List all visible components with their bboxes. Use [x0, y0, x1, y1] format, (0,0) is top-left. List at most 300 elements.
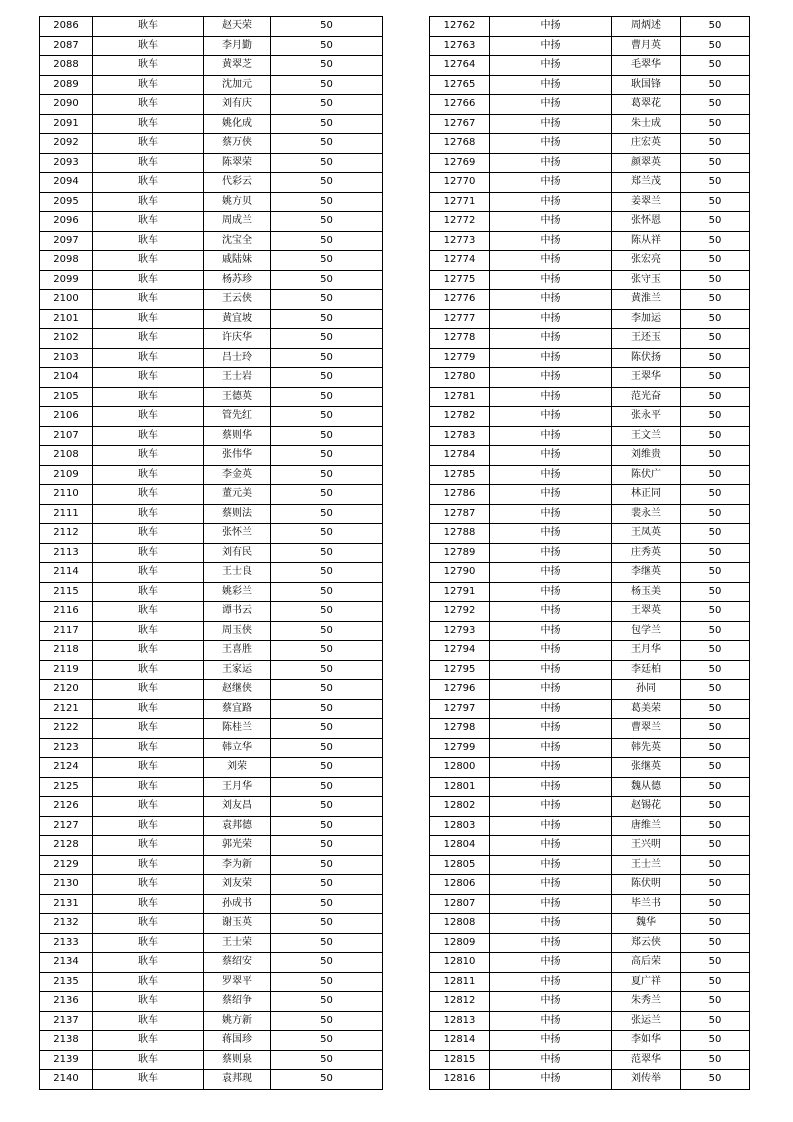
- cell-town: 中扬: [490, 524, 612, 544]
- cell-amount: 50: [681, 368, 750, 388]
- cell-town: 中扬: [490, 602, 612, 622]
- table-row: [40, 602, 383, 622]
- cell-number: 12809: [430, 933, 490, 953]
- cell-number: 2096: [40, 212, 93, 232]
- cell-name: 葛翠花: [612, 95, 681, 115]
- cell-number: 2119: [40, 660, 93, 680]
- cell-town: 耿车: [93, 582, 204, 602]
- cell-amount: 50: [681, 543, 750, 563]
- cell-name: 范光奋: [612, 387, 681, 407]
- cell-amount: 50: [681, 524, 750, 544]
- cell-number: 2128: [40, 836, 93, 856]
- table-row: [430, 56, 750, 76]
- table-row: [40, 192, 383, 212]
- cell-town: 中扬: [490, 777, 612, 797]
- cell-town: 中扬: [490, 563, 612, 583]
- cell-name: 刘友荣: [204, 875, 271, 895]
- table-row: [430, 114, 750, 134]
- cell-name: 林正同: [612, 485, 681, 505]
- cell-name: 张怀兰: [204, 524, 271, 544]
- cell-number: 12765: [430, 75, 490, 95]
- cell-amount: 50: [271, 953, 383, 973]
- cell-name: 沈宝全: [204, 231, 271, 251]
- cell-number: 2105: [40, 387, 93, 407]
- cell-amount: 50: [681, 114, 750, 134]
- cell-name: 黄翠芝: [204, 56, 271, 76]
- cell-number: 2100: [40, 290, 93, 310]
- cell-name: 王兴明: [612, 836, 681, 856]
- cell-number: 12805: [430, 855, 490, 875]
- cell-town: 耿车: [93, 153, 204, 173]
- cell-town: 耿车: [93, 875, 204, 895]
- cell-town: 耿车: [93, 1031, 204, 1051]
- cell-amount: 50: [271, 95, 383, 115]
- cell-town: 耿车: [93, 992, 204, 1012]
- cell-town: 中扬: [490, 855, 612, 875]
- cell-amount: 50: [271, 153, 383, 173]
- cell-town: 中扬: [490, 368, 612, 388]
- cell-number: 12776: [430, 290, 490, 310]
- cell-town: 耿车: [93, 329, 204, 349]
- cell-town: 耿车: [93, 660, 204, 680]
- cell-amount: 50: [271, 465, 383, 485]
- cell-town: 中扬: [490, 914, 612, 934]
- table-row: [430, 465, 750, 485]
- cell-amount: 50: [271, 602, 383, 622]
- table-row: [430, 914, 750, 934]
- cell-amount: 50: [681, 134, 750, 154]
- cell-number: 2127: [40, 816, 93, 836]
- cell-name: 孙同: [612, 680, 681, 700]
- cell-number: 2095: [40, 192, 93, 212]
- cell-name: 黄淮兰: [612, 290, 681, 310]
- cell-name: 吕士玲: [204, 348, 271, 368]
- table-row: [40, 1011, 383, 1031]
- table-row: [430, 738, 750, 758]
- table-row: [430, 836, 750, 856]
- table-row: [430, 992, 750, 1012]
- cell-number: 2101: [40, 309, 93, 329]
- cell-amount: 50: [271, 563, 383, 583]
- cell-town: 中扬: [490, 719, 612, 739]
- cell-number: 2104: [40, 368, 93, 388]
- cell-amount: 50: [271, 407, 383, 427]
- cell-town: 中扬: [490, 17, 612, 37]
- cell-number: 12798: [430, 719, 490, 739]
- cell-number: 12770: [430, 173, 490, 193]
- table-row: [430, 290, 750, 310]
- table-row: [430, 173, 750, 193]
- left-table: [39, 16, 383, 1090]
- table-row: [430, 36, 750, 56]
- cell-number: 12779: [430, 348, 490, 368]
- cell-name: 裴永兰: [612, 504, 681, 524]
- cell-amount: 50: [271, 134, 383, 154]
- table-row: [40, 251, 383, 271]
- cell-number: 2107: [40, 426, 93, 446]
- cell-amount: 50: [271, 875, 383, 895]
- cell-amount: 50: [681, 407, 750, 427]
- cell-town: 耿车: [93, 524, 204, 544]
- cell-town: 耿车: [93, 231, 204, 251]
- cell-number: 2126: [40, 797, 93, 817]
- cell-number: 2106: [40, 407, 93, 427]
- cell-number: 2131: [40, 894, 93, 914]
- table-row: [40, 543, 383, 563]
- cell-name: 陈翠荣: [204, 153, 271, 173]
- cell-town: 耿车: [93, 17, 204, 37]
- cell-name: 李金英: [204, 465, 271, 485]
- cell-amount: 50: [681, 855, 750, 875]
- cell-number: 2099: [40, 270, 93, 290]
- table-row: [430, 758, 750, 778]
- table-row: [40, 153, 383, 173]
- cell-number: 12767: [430, 114, 490, 134]
- cell-number: 12792: [430, 602, 490, 622]
- cell-amount: 50: [681, 719, 750, 739]
- cell-name: 蔡绍争: [204, 992, 271, 1012]
- cell-name: 陈伏明: [612, 875, 681, 895]
- table-row: [430, 894, 750, 914]
- table-row: [40, 504, 383, 524]
- cell-amount: 50: [271, 192, 383, 212]
- cell-town: 中扬: [490, 582, 612, 602]
- cell-amount: 50: [681, 660, 750, 680]
- cell-number: 2117: [40, 621, 93, 641]
- cell-name: 王翠英: [612, 602, 681, 622]
- cell-town: 中扬: [490, 1070, 612, 1090]
- table-row: [40, 914, 383, 934]
- cell-name: 王家运: [204, 660, 271, 680]
- table-row: [430, 407, 750, 427]
- cell-number: 12816: [430, 1070, 490, 1090]
- table-row: [40, 446, 383, 466]
- cell-amount: 50: [271, 231, 383, 251]
- table-row: [40, 660, 383, 680]
- cell-number: 2129: [40, 855, 93, 875]
- cell-number: 12786: [430, 485, 490, 505]
- table-row: [430, 17, 750, 37]
- cell-amount: 50: [271, 173, 383, 193]
- cell-amount: 50: [271, 329, 383, 349]
- cell-number: 2113: [40, 543, 93, 563]
- cell-amount: 50: [271, 1011, 383, 1031]
- cell-amount: 50: [681, 1050, 750, 1070]
- cell-town: 中扬: [490, 836, 612, 856]
- cell-amount: 50: [271, 485, 383, 505]
- cell-number: 2137: [40, 1011, 93, 1031]
- table-row: [40, 992, 383, 1012]
- cell-number: 12783: [430, 426, 490, 446]
- cell-name: 魏从德: [612, 777, 681, 797]
- cell-number: 2111: [40, 504, 93, 524]
- cell-name: 黄宜坡: [204, 309, 271, 329]
- cell-town: 中扬: [490, 1011, 612, 1031]
- table-row: [40, 680, 383, 700]
- table-row: [40, 407, 383, 427]
- cell-name: 朱秀兰: [612, 992, 681, 1012]
- cell-name: 李如华: [612, 1031, 681, 1051]
- cell-town: 耿车: [93, 836, 204, 856]
- cell-town: 中扬: [490, 738, 612, 758]
- cell-amount: 50: [681, 836, 750, 856]
- cell-number: 12794: [430, 641, 490, 661]
- table-row: [40, 56, 383, 76]
- cell-town: 耿车: [93, 348, 204, 368]
- table-row: [40, 524, 383, 544]
- cell-name: 张继英: [612, 758, 681, 778]
- cell-number: 2135: [40, 972, 93, 992]
- cell-number: 2138: [40, 1031, 93, 1051]
- cell-number: 2093: [40, 153, 93, 173]
- table-row: [430, 816, 750, 836]
- cell-town: 耿车: [93, 465, 204, 485]
- cell-amount: 50: [681, 192, 750, 212]
- table-row: [430, 368, 750, 388]
- cell-amount: 50: [681, 212, 750, 232]
- cell-name: 蔡绍安: [204, 953, 271, 973]
- table-row: [430, 212, 750, 232]
- table-row: [40, 1070, 383, 1090]
- cell-number: 2102: [40, 329, 93, 349]
- cell-number: 2110: [40, 485, 93, 505]
- cell-amount: 50: [681, 309, 750, 329]
- cell-number: 2103: [40, 348, 93, 368]
- cell-name: 周玉侠: [204, 621, 271, 641]
- cell-name: 刘有民: [204, 543, 271, 563]
- cell-town: 耿车: [93, 270, 204, 290]
- cell-number: 12784: [430, 446, 490, 466]
- cell-town: 中扬: [490, 192, 612, 212]
- cell-amount: 50: [271, 387, 383, 407]
- cell-amount: 50: [681, 1031, 750, 1051]
- cell-amount: 50: [271, 426, 383, 446]
- cell-number: 12766: [430, 95, 490, 115]
- cell-town: 耿车: [93, 212, 204, 232]
- cell-name: 韩立华: [204, 738, 271, 758]
- cell-town: 耿车: [93, 192, 204, 212]
- cell-town: 耿车: [93, 699, 204, 719]
- cell-name: 李为新: [204, 855, 271, 875]
- cell-number: 12788: [430, 524, 490, 544]
- cell-amount: 50: [271, 836, 383, 856]
- cell-town: 中扬: [490, 758, 612, 778]
- cell-amount: 50: [271, 933, 383, 953]
- table-row: [430, 231, 750, 251]
- cell-amount: 50: [271, 212, 383, 232]
- cell-name: 王云侠: [204, 290, 271, 310]
- cell-name: 陈桂兰: [204, 719, 271, 739]
- cell-town: 耿车: [93, 894, 204, 914]
- table-row: [40, 387, 383, 407]
- cell-name: 韩先英: [612, 738, 681, 758]
- cell-name: 张守玉: [612, 270, 681, 290]
- cell-name: 王还玉: [612, 329, 681, 349]
- table-row: [40, 173, 383, 193]
- cell-town: 耿车: [93, 855, 204, 875]
- cell-name: 王士良: [204, 563, 271, 583]
- cell-town: 中扬: [490, 134, 612, 154]
- cell-name: 周炳述: [612, 17, 681, 37]
- cell-amount: 50: [271, 114, 383, 134]
- cell-amount: 50: [271, 816, 383, 836]
- cell-number: 2121: [40, 699, 93, 719]
- table-row: [430, 972, 750, 992]
- cell-name: 姚化成: [204, 114, 271, 134]
- cell-number: 12800: [430, 758, 490, 778]
- cell-name: 郑兰茂: [612, 173, 681, 193]
- cell-amount: 50: [271, 1070, 383, 1090]
- cell-name: 刘传举: [612, 1070, 681, 1090]
- table-row: [40, 738, 383, 758]
- cell-amount: 50: [271, 894, 383, 914]
- cell-name: 蔡则华: [204, 426, 271, 446]
- cell-number: 12806: [430, 875, 490, 895]
- cell-town: 耿车: [93, 75, 204, 95]
- cell-town: 中扬: [490, 543, 612, 563]
- cell-number: 12795: [430, 660, 490, 680]
- cell-amount: 50: [271, 1031, 383, 1051]
- cell-town: 中扬: [490, 56, 612, 76]
- cell-town: 耿车: [93, 758, 204, 778]
- cell-name: 李加运: [612, 309, 681, 329]
- table-row: [430, 719, 750, 739]
- cell-name: 郭光荣: [204, 836, 271, 856]
- cell-amount: 50: [271, 777, 383, 797]
- cell-town: 耿车: [93, 953, 204, 973]
- table-row: [430, 543, 750, 563]
- table-row: [430, 387, 750, 407]
- cell-name: 张伟华: [204, 446, 271, 466]
- cell-number: 2140: [40, 1070, 93, 1090]
- cell-number: 2094: [40, 173, 93, 193]
- cell-name: 孙成书: [204, 894, 271, 914]
- cell-amount: 50: [681, 329, 750, 349]
- cell-name: 杨苏珍: [204, 270, 271, 290]
- cell-number: 2087: [40, 36, 93, 56]
- cell-number: 12781: [430, 387, 490, 407]
- cell-town: 中扬: [490, 251, 612, 271]
- cell-amount: 50: [271, 641, 383, 661]
- table-row: [430, 75, 750, 95]
- cell-amount: 50: [681, 387, 750, 407]
- cell-amount: 50: [271, 992, 383, 1012]
- table-row: [40, 582, 383, 602]
- cell-name: 刘友昌: [204, 797, 271, 817]
- cell-amount: 50: [271, 36, 383, 56]
- cell-name: 庄宏英: [612, 134, 681, 154]
- cell-amount: 50: [681, 446, 750, 466]
- cell-amount: 50: [681, 797, 750, 817]
- cell-amount: 50: [681, 1011, 750, 1031]
- cell-town: 耿车: [93, 1070, 204, 1090]
- cell-town: 中扬: [490, 407, 612, 427]
- cell-town: 耿车: [93, 543, 204, 563]
- table-row: [40, 114, 383, 134]
- table-row: [40, 621, 383, 641]
- cell-number: 2133: [40, 933, 93, 953]
- cell-amount: 50: [681, 777, 750, 797]
- cell-amount: 50: [271, 972, 383, 992]
- cell-name: 朱士成: [612, 114, 681, 134]
- cell-name: 魏华: [612, 914, 681, 934]
- cell-number: 2118: [40, 641, 93, 661]
- cell-amount: 50: [681, 75, 750, 95]
- table-row: [430, 1070, 750, 1090]
- table-row: [430, 660, 750, 680]
- cell-number: 2098: [40, 251, 93, 271]
- table-row: [40, 290, 383, 310]
- cell-town: 中扬: [490, 212, 612, 232]
- cell-number: 12775: [430, 270, 490, 290]
- table-row: [40, 1031, 383, 1051]
- right-table: [429, 16, 750, 1090]
- cell-amount: 50: [271, 797, 383, 817]
- cell-number: 2114: [40, 563, 93, 583]
- cell-number: 12782: [430, 407, 490, 427]
- table-row: [430, 329, 750, 349]
- cell-town: 中扬: [490, 660, 612, 680]
- cell-number: 2097: [40, 231, 93, 251]
- cell-name: 蔡则泉: [204, 1050, 271, 1070]
- cell-amount: 50: [681, 17, 750, 37]
- table-row: [40, 719, 383, 739]
- cell-amount: 50: [681, 153, 750, 173]
- cell-amount: 50: [681, 933, 750, 953]
- table-row: [430, 134, 750, 154]
- cell-name: 罗翠平: [204, 972, 271, 992]
- table-row: [40, 75, 383, 95]
- cell-amount: 50: [271, 582, 383, 602]
- cell-town: 耿车: [93, 797, 204, 817]
- cell-amount: 50: [681, 953, 750, 973]
- cell-name: 唐维兰: [612, 816, 681, 836]
- cell-number: 2136: [40, 992, 93, 1012]
- cell-amount: 50: [271, 348, 383, 368]
- cell-number: 12773: [430, 231, 490, 251]
- table-row: [430, 153, 750, 173]
- table-row: [430, 602, 750, 622]
- table-row: [430, 855, 750, 875]
- cell-name: 陈伏广: [612, 465, 681, 485]
- cell-name: 管先红: [204, 407, 271, 427]
- cell-number: 12772: [430, 212, 490, 232]
- table-row: [40, 329, 383, 349]
- cell-number: 12762: [430, 17, 490, 37]
- cell-amount: 50: [681, 602, 750, 622]
- cell-number: 12803: [430, 816, 490, 836]
- cell-name: 张运兰: [612, 1011, 681, 1031]
- cell-amount: 50: [681, 95, 750, 115]
- table-row: [430, 875, 750, 895]
- table-row: [40, 563, 383, 583]
- cell-amount: 50: [271, 660, 383, 680]
- cell-name: 王德英: [204, 387, 271, 407]
- cell-town: 耿车: [93, 1011, 204, 1031]
- cell-amount: 50: [271, 914, 383, 934]
- table-row: [40, 894, 383, 914]
- cell-name: 戚陆妹: [204, 251, 271, 271]
- cell-town: 耿车: [93, 738, 204, 758]
- cell-town: 耿车: [93, 173, 204, 193]
- cell-town: 中扬: [490, 680, 612, 700]
- table-row: [430, 95, 750, 115]
- cell-town: 中扬: [490, 270, 612, 290]
- cell-amount: 50: [681, 251, 750, 271]
- cell-amount: 50: [681, 1070, 750, 1090]
- cell-name: 沈加元: [204, 75, 271, 95]
- cell-name: 刘有庆: [204, 95, 271, 115]
